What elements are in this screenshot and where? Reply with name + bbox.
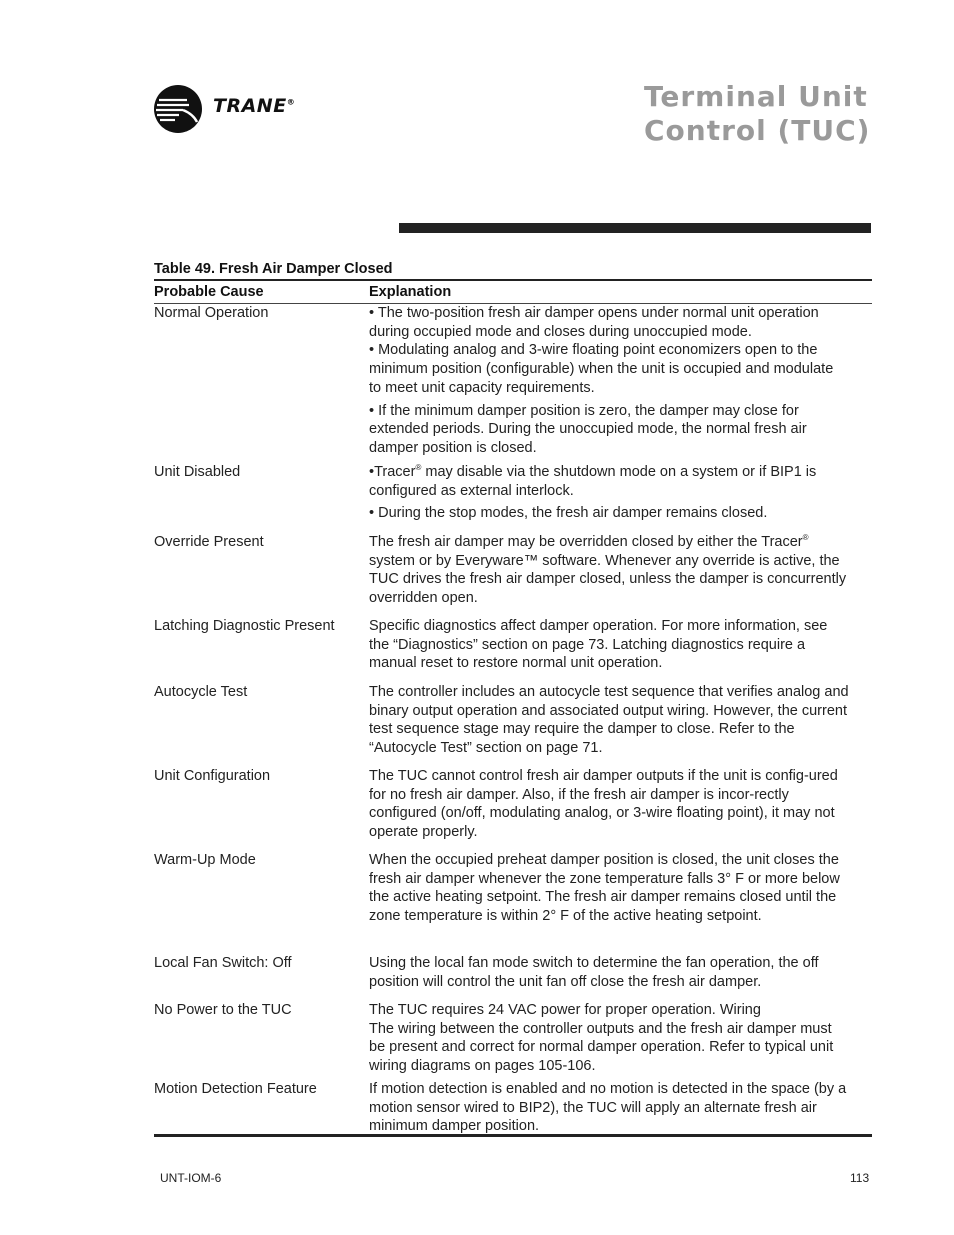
table-top-rule xyxy=(154,279,872,281)
row-explanation xyxy=(369,1080,849,1136)
row-explanation xyxy=(369,1001,849,1076)
column-header-cause: Probable Cause xyxy=(154,284,264,300)
explanation-paragraph: •Tracer® may disable via the shutdown mode on a system or if BIP1 is configured as external interlock. xyxy=(369,463,817,499)
row-explanation xyxy=(369,954,849,991)
explanation-paragraph: Using the local fan mode switch to determine the fan operation, the off position will control the unit fan off close the fresh air damper. xyxy=(369,955,819,990)
row-explanation xyxy=(369,617,849,673)
row-cause: Autocycle Test xyxy=(154,684,248,700)
explanation-paragraph: The controller includes an autocycle test sequence that verifies analog and binary output operation and associated output wiring. However, the current test sequence stage may require the damper to close. Refer to the “Autocycle Test” section on page 71. xyxy=(369,684,849,757)
trane-circle-icon xyxy=(153,84,203,134)
explanation-paragraph: When the occupied preheat damper position is closed, the unit closes the fresh air damper whenever the zone temperature falls 3° F or more below the active heating setpoint. The fresh air damper remains closed until the zone temperature is within 2° F of the active heating setpoint. xyxy=(369,852,840,925)
row-cause: Warm-Up Mode xyxy=(154,852,256,868)
table-bottom-rule xyxy=(154,1134,872,1137)
row-explanation xyxy=(369,683,849,758)
section-divider-bar xyxy=(399,223,871,233)
explanation-paragraph: • If the minimum damper position is zero, the damper may close for extended periods. During the unoccupied mode, the normal fresh air damper position is closed. xyxy=(369,402,807,456)
explanation-paragraph: The fresh air damper may be overridden closed by either the Tracer® system or by Everyware™ software. Whenever any override is active, the TUC drives the fresh air damper closed, unless the damper is concurrently overridden open. xyxy=(369,533,847,607)
row-explanation xyxy=(369,533,849,608)
explanation-paragraph: • During the stop modes, the fresh air damper remains closed. xyxy=(369,505,768,522)
row-explanation xyxy=(369,463,849,523)
row-cause: No Power to the TUC xyxy=(154,1002,292,1018)
row-cause: Override Present xyxy=(154,534,264,550)
row-explanation xyxy=(369,304,849,458)
column-header-explanation: Explanation xyxy=(369,284,452,300)
row-cause: Latching Diagnostic Present xyxy=(154,618,335,634)
explanation-paragraph: Specific diagnostics affect damper operation. For more information, see the “Diagnostics” section on page 73. Latching diagnostics require a manual reset to restore normal unit operation. xyxy=(369,618,828,672)
table-caption: Table 49. Fresh Air Damper Closed xyxy=(154,261,393,277)
explanation-paragraph: If motion detection is enabled and no motion is detected in the space (by a motion sensor wired to BIP2), the TUC will apply an alternate fresh air minimum damper position. xyxy=(369,1081,847,1135)
row-cause: Motion Detection Feature xyxy=(154,1081,317,1097)
explanation-paragraph: The TUC requires 24 VAC power for proper operation. Wiring The wiring between the controller outputs and the fresh air damper must be present and correct for normal damper operation. Refer to typical unit wiring diagrams on pages 105-106. xyxy=(369,1002,834,1075)
row-cause: Normal Operation xyxy=(154,305,269,321)
page-header-title xyxy=(644,80,870,148)
header-title-line2: Control (TUC) xyxy=(644,114,871,147)
row-cause: Unit Configuration xyxy=(154,768,271,784)
trane-logo xyxy=(153,84,303,134)
footer-doc-code: UNT-IOM-6 xyxy=(160,1171,222,1185)
footer-page-number: 113 xyxy=(850,1171,870,1185)
explanation-paragraph: • The two-position fresh air damper opens under normal unit operation during occupied mode and closes during unoccupied mode. • Modulating analog and 3-wire floating point economizers open to the minimum position (configurable) when the unit is occupied and modulate to meet unit capacity requirements. xyxy=(369,305,834,396)
header-title-line1: Terminal Unit xyxy=(644,80,868,113)
row-explanation xyxy=(369,851,849,926)
row-cause: Unit Disabled xyxy=(154,464,241,480)
row-cause: Local Fan Switch: Off xyxy=(154,955,292,971)
row-explanation xyxy=(369,767,849,842)
explanation-paragraph: The TUC cannot control fresh air damper outputs if the unit is config-ured for no fresh air damper. Also, if the fresh air damper is incor-rectly configured (on/off, modulating analog, or 3-wire floating point), it may not operate properly. xyxy=(369,768,838,841)
brand-name: TRANE® xyxy=(213,95,296,117)
